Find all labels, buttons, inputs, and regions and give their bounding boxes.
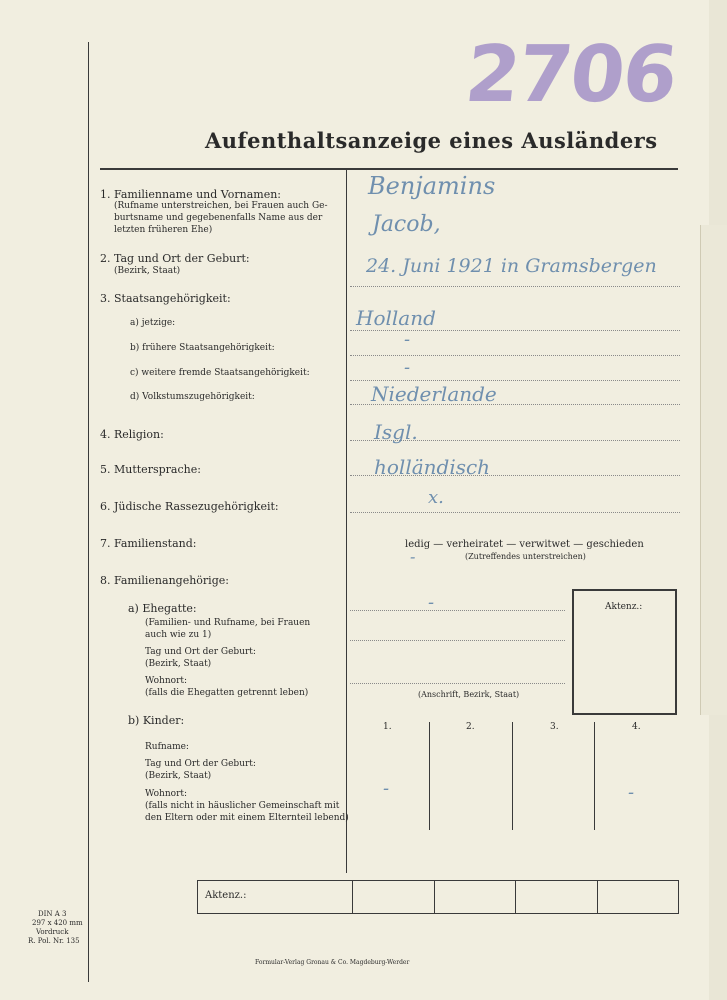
field-8b-residence-note: (falls nicht in häuslicher Gemeinschaft mit: [145, 801, 340, 811]
handwritten-other-nationality: -: [404, 357, 411, 378]
handwritten-child-mark: -: [383, 778, 390, 799]
field-2-label: 2. Tag und Ort der Geburt:: [100, 252, 250, 265]
field-7-label: 7. Familienstand:: [100, 537, 197, 550]
handwritten-spouse-mark: -: [428, 592, 435, 613]
form-title: Aufenthaltsanzeige eines Ausländers: [205, 128, 658, 153]
entry-line: [350, 380, 680, 381]
field-8a-birth: Tag und Ort der Geburt:: [145, 647, 256, 657]
footer-reference-label: Aktenz.:: [205, 890, 247, 901]
din-info: R. Pol. Nr. 135: [28, 937, 80, 945]
child-column-4: 4.: [632, 722, 641, 732]
marital-options: ledig — verheiratet — verwitwet — geschieden: [405, 539, 644, 550]
handwritten-birth: 24. Juni 1921 in Gramsbergen: [366, 255, 657, 277]
underlying-sheet-edge: [700, 225, 727, 715]
entry-line: [350, 640, 565, 641]
field-8a-label: a) Ehegatte:: [128, 602, 197, 615]
field-1-note: burtsname und gegebenenfalls Name aus der: [114, 213, 323, 223]
field-4-label: 4. Religion:: [100, 428, 164, 441]
entry-line: [350, 355, 680, 356]
field-1-label: 1. Familienname und Vornamen:: [100, 188, 281, 201]
handwritten-marital-mark: -: [410, 547, 416, 566]
field-8a-birth-note: (Bezirk, Staat): [145, 659, 212, 669]
field-1-note: (Rufname unterstreichen, bei Frauen auch Ge-: [114, 201, 328, 211]
field-8a-note: auch wie zu 1): [145, 630, 212, 640]
field-8b-residence-note: den Eltern oder mit einem Elternteil lebend): [145, 813, 349, 823]
handwritten-language: holländisch: [374, 455, 491, 479]
handwritten-jewish: x.: [428, 487, 444, 508]
center-divider: [346, 168, 347, 873]
entry-line: [350, 683, 565, 684]
entry-line: [350, 330, 680, 331]
footer-reference-cell: [352, 881, 353, 913]
footer-reference-row: [197, 880, 679, 914]
stamp-number: 2706: [461, 30, 680, 120]
child-column-2: 2.: [466, 722, 475, 732]
din-info: DIN A 3: [38, 910, 67, 918]
field-3-label: 3. Staatsangehörigkeit:: [100, 292, 231, 305]
field-3c-label: c) weitere fremde Staatsangehörigkeit:: [130, 368, 310, 378]
left-margin-line: [88, 42, 89, 982]
child-divider: [594, 722, 595, 830]
entry-line: [350, 610, 565, 611]
field-8a-residence: Wohnort:: [145, 676, 188, 686]
field-2-note: (Bezirk, Staat): [114, 266, 181, 276]
field-8a-note: (Familien- und Rufname, bei Frauen: [145, 618, 311, 628]
field-8a-residence-note: (falls die Ehegatten getrennt leben): [145, 688, 309, 698]
handwritten-firstname: Jacob,: [372, 212, 441, 237]
child-column-3: 3.: [550, 722, 559, 732]
address-note: (Anschrift, Bezirk, Staat): [418, 690, 520, 699]
header-rule: [100, 168, 678, 170]
field-8b-birth-note: (Bezirk, Staat): [145, 771, 212, 781]
field-6-label: 6. Jüdische Rassezugehörigkeit:: [100, 500, 279, 513]
handwritten-religion: Isgl.: [374, 420, 418, 444]
field-5-label: 5. Muttersprache:: [100, 463, 201, 476]
handwritten-former-nationality: -: [404, 329, 411, 350]
handwritten-nationality: Holland: [356, 306, 436, 330]
child-divider: [512, 722, 513, 830]
handwritten-ethnicity: Niederlande: [371, 382, 497, 406]
entry-line: [350, 512, 680, 513]
field-8b-residence: Wohnort:: [145, 789, 188, 799]
handwritten-child-mark: -: [628, 782, 635, 803]
handwritten-surname: Benjamins: [368, 172, 496, 200]
file-reference-label: Aktenz.:: [605, 602, 643, 612]
field-8b-birth: Tag und Ort der Geburt:: [145, 759, 256, 769]
child-column-1: 1.: [383, 722, 392, 732]
marital-note: (Zutreffendes unterstreichen): [465, 552, 586, 561]
field-8b-label: b) Kinder:: [128, 714, 185, 727]
publisher-imprint: Formular-Verlag Gronau & Co. Magdeburg-Werder: [255, 959, 410, 966]
footer-reference-cell: [434, 881, 435, 913]
field-3a-label: a) jetzige:: [130, 318, 176, 328]
footer-reference-cell: [597, 881, 598, 913]
footer-reference-cell: [515, 881, 516, 913]
child-divider: [429, 722, 430, 830]
field-8-label: 8. Familienangehörige:: [100, 574, 229, 587]
field-3b-label: b) frühere Staatsangehörigkeit:: [130, 343, 275, 353]
field-1-note: letzten früheren Ehe): [114, 225, 213, 235]
entry-line: [350, 286, 680, 287]
field-3d-label: d) Volkstumszugehörigkeit:: [130, 392, 255, 402]
din-info: 297 x 420 mm: [32, 919, 83, 927]
field-8b-name: Rufname:: [145, 742, 189, 752]
din-info: Vordruck: [36, 928, 69, 936]
